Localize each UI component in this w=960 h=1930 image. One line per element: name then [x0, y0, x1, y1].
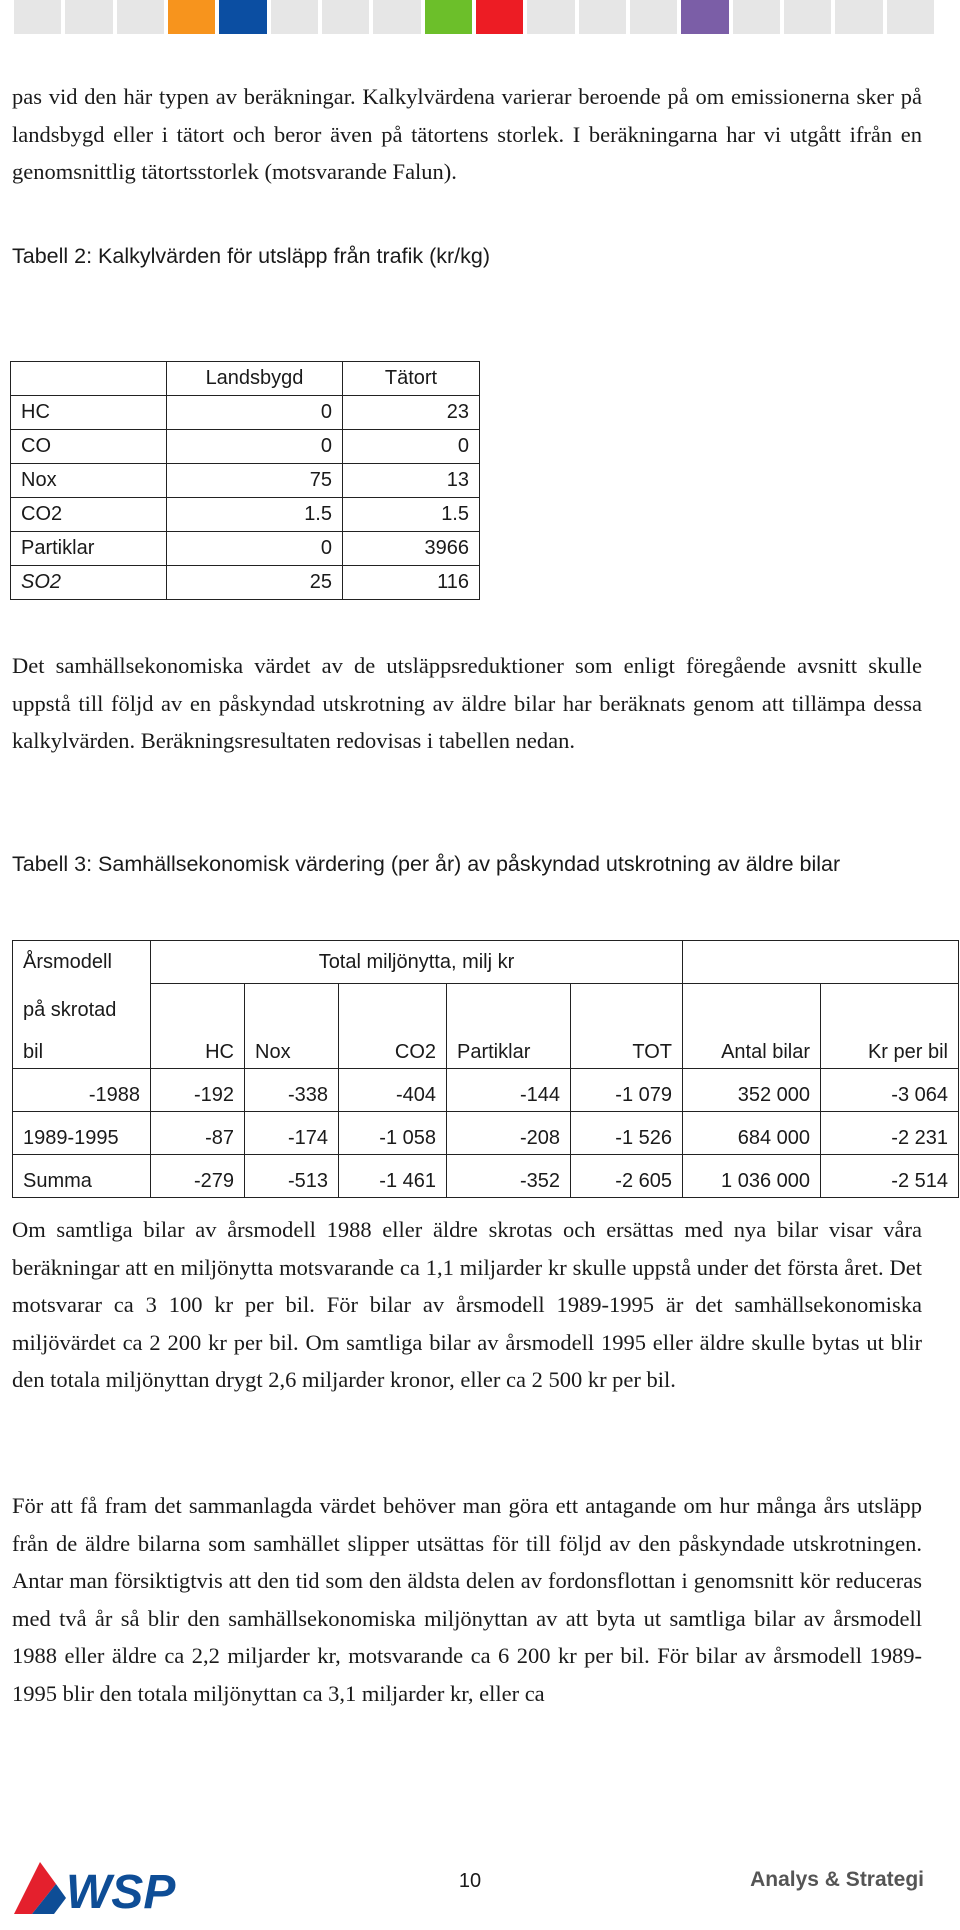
- color-square: [168, 0, 215, 34]
- table-row: [11, 430, 480, 464]
- table-cell: 23: [343, 396, 480, 430]
- header-cell: Landsbygd: [167, 362, 343, 396]
- top-color-bar: [14, 0, 934, 34]
- color-square: [373, 0, 420, 34]
- table-cell: -144: [447, 1068, 571, 1111]
- section-name: Analys & Strategi: [750, 1868, 924, 1891]
- color-square: [117, 0, 164, 34]
- table-cell: 0: [167, 532, 343, 566]
- table-cell: -404: [339, 1068, 447, 1111]
- table-cell: -208: [447, 1111, 571, 1154]
- color-square: [65, 0, 112, 34]
- color-square: [784, 0, 831, 34]
- row-label: CO2: [11, 498, 167, 532]
- paragraph-intro: pas vid den här typen av beräkningar. Kalkylvärdena varierar beroende på om emissionerna sker på landsbygd eller i tätort och beror även på tätortens storlek. I beräkningarna har vi utgått ifrån en genomsnittlig tätortsstorlek (motsvarande Falun).: [12, 84, 922, 185]
- table-cell: 1.5: [343, 498, 480, 532]
- table-cell: -2 231: [821, 1111, 959, 1154]
- wsp-logo-text: WSP: [66, 1866, 176, 1918]
- header-cell: Tätort: [343, 362, 480, 396]
- color-square: [219, 0, 266, 34]
- table-cell: 1.5: [167, 498, 343, 532]
- row-header-line: bil: [13, 1026, 151, 1069]
- table-row: [13, 1111, 959, 1154]
- table-cell: -2 605: [571, 1154, 683, 1197]
- table-cell: 25: [167, 566, 343, 600]
- table-cell: 0: [343, 430, 480, 464]
- table2-caption: Tabell 2: Kalkylvärden för utsläpp från trafik (kr/kg): [12, 244, 490, 268]
- table-cell: -352: [447, 1154, 571, 1197]
- table-cell: -338: [245, 1068, 339, 1111]
- color-square: [579, 0, 626, 34]
- column-header: Partiklar: [447, 984, 571, 1069]
- column-header: TOT: [571, 984, 683, 1069]
- table-cell: 116: [343, 566, 480, 600]
- table-cell: 1 036 000: [683, 1154, 821, 1197]
- row-label: SO2: [11, 566, 167, 600]
- row-label: CO: [11, 430, 167, 464]
- row-label: HC: [11, 396, 167, 430]
- table-cell: 0: [167, 396, 343, 430]
- row-label: Summa: [13, 1154, 151, 1197]
- table-row: [11, 498, 480, 532]
- column-header: Nox: [245, 984, 339, 1069]
- color-square: [271, 0, 318, 34]
- row-label: -1988: [13, 1068, 151, 1111]
- table-row: [11, 532, 480, 566]
- row-label: Partiklar: [11, 532, 167, 566]
- table-cell: 13: [343, 464, 480, 498]
- color-square: [733, 0, 780, 34]
- empty-header-cell: [683, 941, 959, 984]
- table-header-row: [13, 941, 959, 984]
- table-header-row: [11, 362, 480, 396]
- paragraph-assumption: För att få fram det sammanlagda värdet behöver man göra ett antagande om hur många års utsläpp från de äldre bilarna som samhället slipper utsättas för till följd av den påskyndade utskrotningen. Antar man försiktigtvis att den tid som den äldsta delen av fordonsflottan i genomsnitt kör reduceras med två år så blir den samhällsekonomiska miljönyttan av att byta ut samtliga bilar av årsmodell 1988 eller äldre ca 2,2 miljarder kr, motsvarande ca 6 200 kr per bil. För bilar av årsmodell 1989-1995 blir den totala miljönyttan ca 3,1 miljarder kr, eller ca: [12, 1493, 922, 1706]
- table-cell: 0: [167, 430, 343, 464]
- color-square: [835, 0, 882, 34]
- table-cell: -174: [245, 1111, 339, 1154]
- column-header: HC: [151, 984, 245, 1069]
- table-row: [11, 566, 480, 600]
- page-number: 10: [458, 1870, 482, 1892]
- header-cell: [11, 362, 167, 396]
- scrappage-valuation-table: [12, 940, 959, 1198]
- color-square: [425, 0, 472, 34]
- table-cell: 75: [167, 464, 343, 498]
- table-header-row: [13, 984, 959, 1026]
- column-header: CO2: [339, 984, 447, 1069]
- table-cell: -1 461: [339, 1154, 447, 1197]
- wsp-logo: [14, 1858, 224, 1918]
- table-row: [11, 464, 480, 498]
- table-cell: -87: [151, 1111, 245, 1154]
- paragraph-results: Om samtliga bilar av årsmodell 1988 eller äldre skrotas och ersättas med nya bilar visar våra beräkningar att en miljönytta motsvarande ca 1,1 miljarder kr skulle uppstå under det första året. Det motsvarar ca 3 100 kr per bil. För bilar av årsmodell 1989-1995 är det samhällsekonomiska miljövärdet ca 2 200 kr per bil. Om samtliga bilar av årsmodell 1995 eller äldre skulle bytas ut blir den totala miljönyttan drygt 2,6 miljarder kronor, eller ca 2 500 kr per bil.: [12, 1217, 922, 1393]
- table-cell: -192: [151, 1068, 245, 1111]
- row-label: 1989-1995: [13, 1111, 151, 1154]
- table-row: [11, 396, 480, 430]
- table-cell: -513: [245, 1154, 339, 1197]
- table-cell: -1 079: [571, 1068, 683, 1111]
- table-cell: 3966: [343, 532, 480, 566]
- table-row: [13, 1068, 959, 1111]
- table-cell: -1 058: [339, 1111, 447, 1154]
- table-cell: -279: [151, 1154, 245, 1197]
- color-square: [476, 0, 523, 34]
- row-header-line: på skrotad: [13, 984, 151, 1026]
- color-square: [322, 0, 369, 34]
- table-cell: 684 000: [683, 1111, 821, 1154]
- color-square: [887, 0, 934, 34]
- table-cell: -2 514: [821, 1154, 959, 1197]
- column-header: Kr per bil: [821, 984, 959, 1069]
- color-square: [527, 0, 574, 34]
- emission-values-table: [10, 361, 480, 600]
- paragraph-valuation: Det samhällsekonomiska värdet av de utsläppsreduktioner som enligt föregående avsnitt skulle uppstå till följd av en påskyndad utskrotning av äldre bilar har beräknats genom att tillämpa dessa kalkylvärden. Beräkningsresultaten redovisas i tabellen nedan.: [12, 653, 922, 754]
- table-row: [13, 1154, 959, 1197]
- wsp-logo-icon: [14, 1858, 224, 1918]
- color-square: [681, 0, 728, 34]
- row-header-line: Årsmodell: [13, 941, 151, 984]
- table3-caption: Tabell 3: Samhällsekonomisk värdering (per år) av påskyndad utskrotning av äldre bilar: [12, 852, 841, 876]
- table-cell: -3 064: [821, 1068, 959, 1111]
- color-square: [630, 0, 677, 34]
- color-square: [14, 0, 61, 34]
- table-cell: 352 000: [683, 1068, 821, 1111]
- group-header: Total miljönytta, milj kr: [151, 941, 683, 984]
- row-label: Nox: [11, 464, 167, 498]
- table-cell: -1 526: [571, 1111, 683, 1154]
- column-header: Antal bilar: [683, 984, 821, 1069]
